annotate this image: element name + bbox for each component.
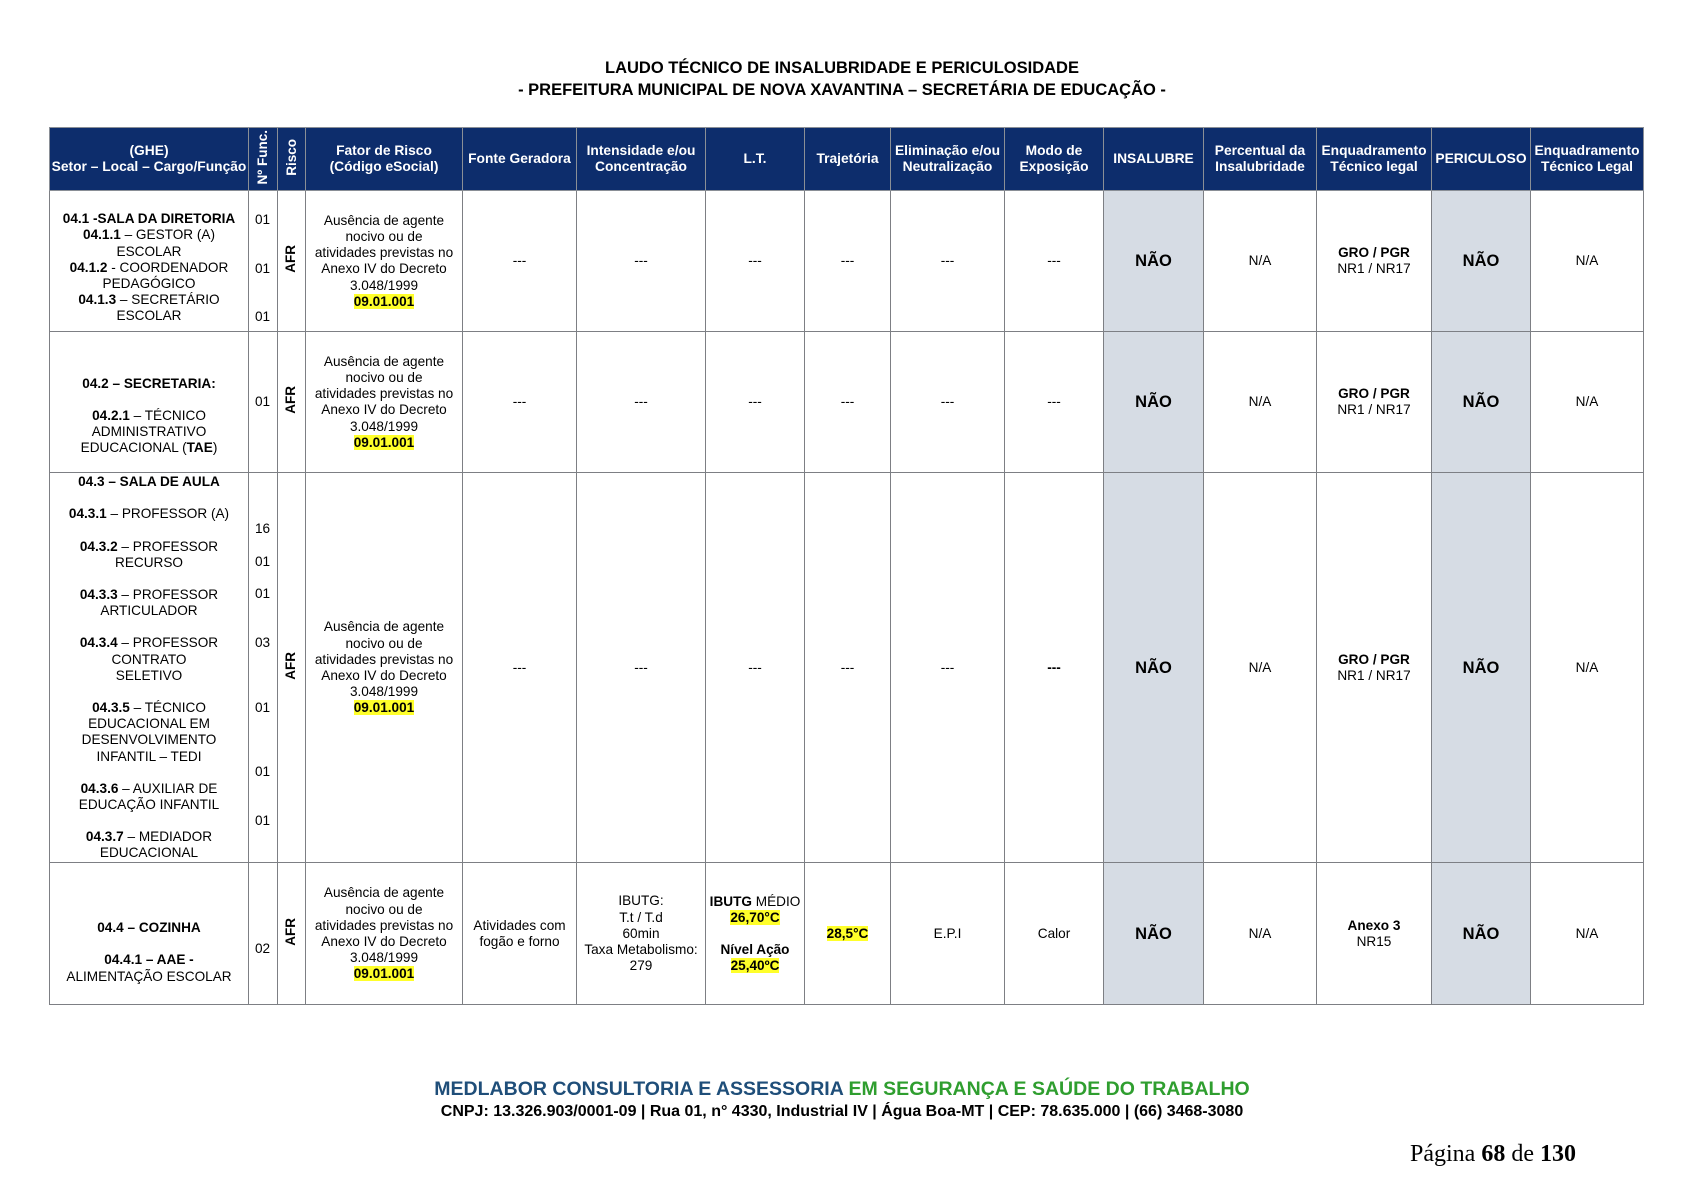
enquadramento-legal-cell: N/A [1531,332,1644,473]
trajetoria-cell: 28,5°C [805,863,891,1005]
periculoso-cell: NÃO [1432,191,1531,332]
table-row [50,332,1644,473]
modo-cell: --- [1005,473,1104,863]
risk-cell: AFR [278,473,306,863]
fonte-cell: Atividades com fogão e forno [463,863,577,1005]
ghe-cell: 04.4 – COZINHA 04.4.1 – AAE - ALIMENTAÇÃO ESCOLAR [50,863,249,1005]
periculoso-cell: NÃO [1432,863,1531,1005]
col-risco: Risco [278,128,306,191]
fonte-cell: --- [463,473,577,863]
col-enquadramento-1: Enquadramento Técnico legal [1317,128,1432,191]
document-title [0,57,1684,101]
fonte-cell: --- [463,332,577,473]
col-trajetoria: Trajetória [805,128,891,191]
num-func-cell: 01 01 01 [249,191,278,332]
table-row [50,473,1644,863]
eliminacao-cell: --- [891,191,1005,332]
subtitle-line: - PREFEITURA MUNICIPAL DE NOVA XAVANTINA – SECRETÁRIA DE EDUCAÇÃO - [518,81,1166,99]
intensidade-cell: IBUTG: T.t / T.d 60min Taxa Metabolismo: 279 [577,863,706,1005]
ghe-cell: 04.1 -SALA DA DIRETORIA 04.1.1 – GESTOR (A) ESCOLAR 04.1.2 - COORDENADOR PEDAGÓGICO 04.1.3 – SECRETÁRIO ESCOLAR [50,191,249,332]
col-modo-exposicao: Modo de Exposição [1005,128,1104,191]
enquadramento-legal-cell: N/A [1531,473,1644,863]
percentual-cell: N/A [1204,863,1317,1005]
modo-cell: --- [1005,191,1104,332]
eliminacao-cell: E.P.I [891,863,1005,1005]
lt-cell: --- [706,332,805,473]
footer-address: CNPJ: 13.326.903/0001-09 | Rua 01, n° 4330, Industrial IV | Água Boa-MT | CEP: 78.635.000 | (66) 3468-3080 [440,1103,1244,1120]
table-row [50,191,1644,332]
ghe-cell: 04.2 – SECRETARIA: 04.2.1 – TÉCNICO ADMINISTRATIVO EDUCACIONAL (TAE) [50,332,249,473]
intensidade-cell: --- [577,473,706,863]
laudo-table [49,127,1644,1005]
ghe-cell: 04.3 – SALA DE AULA 04.3.1 – PROFESSOR (A) 04.3.2 – PROFESSOR RECURSO 04.3.3 – PROFESSOR ARTICULADOR 04.3.4 – PROFESSOR CONTRATO SELETIVO 04.3.5 – TÉCNICO EDUCACIONAL EM DESENVOLVIMENTO INFANTIL – TEDI 04.3.6 – AUXILIAR DE EDUCAÇÃO INFANTIL 04.3.7 – MEDIADOR EDUCACIONAL [50,473,249,863]
trajetoria-cell: --- [805,332,891,473]
page-footer [0,1077,1684,1122]
fator-risco-cell: Ausência de agente nocivo ou de atividades previstas no Anexo IV do Decreto 3.048/1999 09.01.001 [306,473,463,863]
fator-risco-cell: Ausência de agente nocivo ou de atividades previstas no Anexo IV do Decreto 3.048/1999 09.01.001 [306,863,463,1005]
fator-risco-cell: Ausência de agente nocivo ou de atividades previstas no Anexo IV do Decreto 3.048/1999 09.01.001 [306,332,463,473]
enquadramento-legal-cell: N/A [1531,191,1644,332]
trajetoria-cell: --- [805,473,891,863]
risk-cell: AFR [278,332,306,473]
esocial-code: 09.01.001 [353,434,415,450]
title-line: LAUDO TÉCNICO DE INSALUBRIDADE E PERICULOSIDADE [605,59,1079,77]
intensidade-cell: --- [577,332,706,473]
col-intensidade: Intensidade e/ou Concentração [577,128,706,191]
lt-cell: --- [706,473,805,863]
trajetoria-cell: --- [805,191,891,332]
col-periculoso: PERICULOSO [1432,128,1531,191]
num-func-cell: 02 [249,863,278,1005]
insalubre-cell: NÃO [1104,191,1204,332]
enquadramento-cell: GRO / PGR NR1 / NR17 [1317,191,1432,332]
col-percentual: Percentual da Insalubridade [1204,128,1317,191]
percentual-cell: N/A [1204,473,1317,863]
esocial-code: 09.01.001 [353,700,415,716]
enquadramento-cell: Anexo 3 NR15 [1317,863,1432,1005]
eliminacao-cell: --- [891,332,1005,473]
col-eliminacao: Eliminação e/ou Neutralização [891,128,1005,191]
insalubre-cell: NÃO [1104,863,1204,1005]
intensidade-cell: --- [577,191,706,332]
risk-cell: AFR [278,191,306,332]
page-number: Página 68 de 130 [1410,1141,1576,1167]
num-func-cell: 16 01 01 03 01 01 01 [249,473,278,863]
enquadramento-cell: GRO / PGR NR1 / NR17 [1317,473,1432,863]
enquadramento-cell: GRO / PGR NR1 / NR17 [1317,332,1432,473]
col-fator-risco: Fator de Risco (Código eSocial) [306,128,463,191]
col-lt: L.T. [706,128,805,191]
footer-company: MEDLABOR CONSULTORIA E ASSESSORIA EM SEGURANÇA E SAÚDE DO TRABALHO [434,1078,1250,1100]
col-fonte-geradora: Fonte Geradora [463,128,577,191]
esocial-code: 09.01.001 [353,966,415,982]
percentual-cell: N/A [1204,332,1317,473]
modo-cell: Calor [1005,863,1104,1005]
lt-cell: --- [706,191,805,332]
col-enquadramento-2: Enquadramento Técnico Legal [1531,128,1644,191]
table-row [50,863,1644,1005]
eliminacao-cell: --- [891,473,1005,863]
col-insalubre: INSALUBRE [1104,128,1204,191]
enquadramento-legal-cell: N/A [1531,863,1644,1005]
lt-cell: IBUTG MÉDIO 26,70°C Nível Ação 25,40ºC [706,863,805,1005]
percentual-cell: N/A [1204,191,1317,332]
periculoso-cell: NÃO [1432,332,1531,473]
col-ghe: (GHE) Setor – Local – Cargo/Função [50,128,249,191]
risk-cell: AFR [278,863,306,1005]
periculoso-cell: NÃO [1432,473,1531,863]
modo-cell: --- [1005,332,1104,473]
fator-risco-cell: Ausência de agente nocivo ou de atividades previstas no Anexo IV do Decreto 3.048/1999 09.01.001 [306,191,463,332]
num-func-cell: 01 [249,332,278,473]
table-header-row [50,128,1644,191]
insalubre-cell: NÃO [1104,473,1204,863]
col-num-func: Nº Func. [249,128,278,191]
esocial-code: 09.01.001 [353,293,415,309]
insalubre-cell: NÃO [1104,332,1204,473]
fonte-cell: --- [463,191,577,332]
